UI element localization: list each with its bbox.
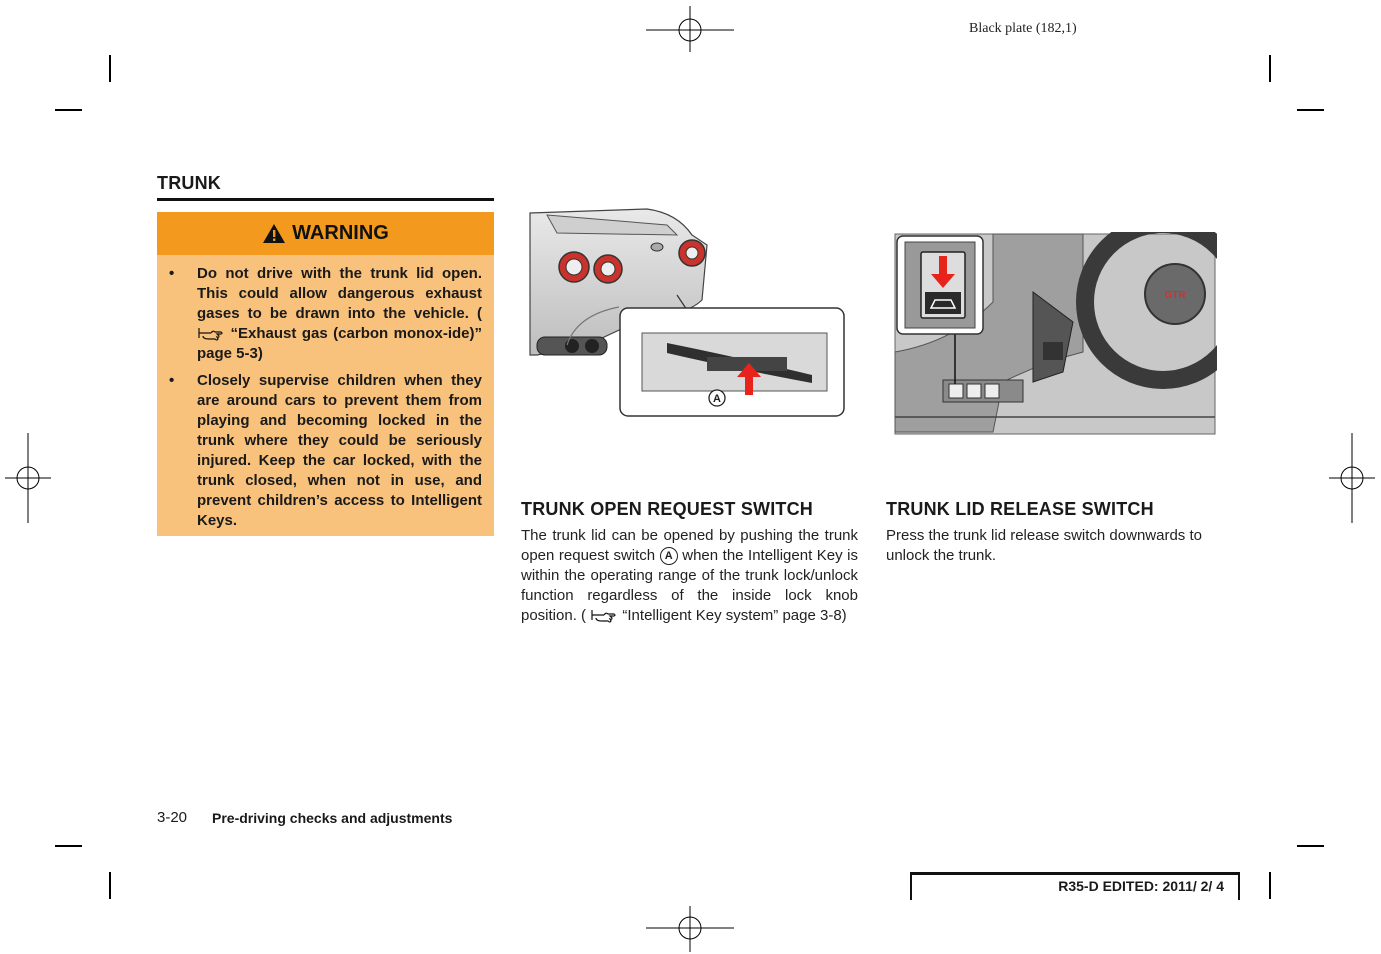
reference-hand-icon bbox=[590, 608, 618, 624]
warning-item bbox=[169, 264, 482, 364]
warning-triangle-icon bbox=[262, 223, 286, 244]
trunk-open-switch-illustration bbox=[527, 205, 857, 445]
crop-mark bbox=[109, 872, 111, 899]
title-rule bbox=[157, 198, 494, 201]
crop-mark bbox=[1297, 109, 1324, 111]
registration-crosshair-icon bbox=[646, 906, 736, 952]
release-switch-heading: TRUNK LID RELEASE SWITCH bbox=[886, 499, 1154, 519]
callout-a: A bbox=[713, 393, 721, 405]
open-switch-text-part: The trunk lid can be opened by pushing the trunk open request switch bbox=[521, 527, 858, 564]
edit-stamp-text: R35-D EDITED: 2011/ 2/ 4 bbox=[1058, 878, 1224, 894]
crop-mark bbox=[1297, 845, 1324, 847]
bullet: • bbox=[169, 265, 175, 282]
open-switch-ref-text: “Intelligent Key system” page 3-8) bbox=[622, 607, 847, 624]
crop-mark bbox=[55, 109, 82, 111]
section-title: TRUNK bbox=[157, 173, 221, 193]
open-switch-heading: TRUNK OPEN REQUEST SWITCH bbox=[521, 499, 814, 519]
bullet: • bbox=[169, 372, 175, 389]
registration-crosshair-icon bbox=[5, 433, 51, 523]
crop-mark bbox=[1269, 872, 1271, 899]
chapter-title: Pre-driving checks and adjustments bbox=[212, 810, 453, 826]
registration-crosshair-icon bbox=[1329, 433, 1375, 523]
registration-crosshair-icon bbox=[646, 6, 736, 52]
warning-item bbox=[169, 371, 482, 531]
release-switch-text: Press the trunk lid release switch downwards to unlock the trunk. bbox=[886, 527, 1202, 564]
warning-list bbox=[169, 264, 482, 538]
crop-mark bbox=[55, 845, 82, 847]
crop-mark bbox=[109, 55, 111, 82]
warning-header bbox=[157, 212, 494, 255]
crop-mark bbox=[1269, 55, 1271, 82]
plate-label: Black plate (182,1) bbox=[969, 21, 1077, 36]
warning-text: Do not drive with the trunk lid open. This could allow dangerous exhaust gases to be drawn into the vehicle. ( bbox=[197, 265, 482, 322]
callout-a-inline: A bbox=[660, 547, 678, 565]
warning-ref-text: “Exhaust gas (carbon monox-ide)” page 5-3) bbox=[197, 325, 482, 362]
warning-box bbox=[157, 212, 494, 536]
trunk-release-switch-illustration bbox=[893, 232, 1217, 436]
open-switch-text bbox=[521, 526, 858, 626]
svg-text:GTR: GTR bbox=[1164, 290, 1186, 301]
warning-label: WARNING bbox=[292, 222, 389, 244]
reference-hand-icon bbox=[197, 326, 225, 342]
warning-text: Closely supervise children when they are around cars to prevent them from playing and becoming locked in the trunk where they could be seriously injured. Keep the car locked, with the trunk closed, when not in use, and prevent children’s access to Intelligent Keys. bbox=[197, 372, 482, 529]
page-number: 3-20 bbox=[157, 809, 188, 826]
edit-stamp bbox=[910, 872, 1240, 900]
open-switch-text-part: when the Intelligent Key is within the operating range of the trunk lock/unlock function regardless of the inside lock knob position. ( bbox=[521, 547, 858, 624]
